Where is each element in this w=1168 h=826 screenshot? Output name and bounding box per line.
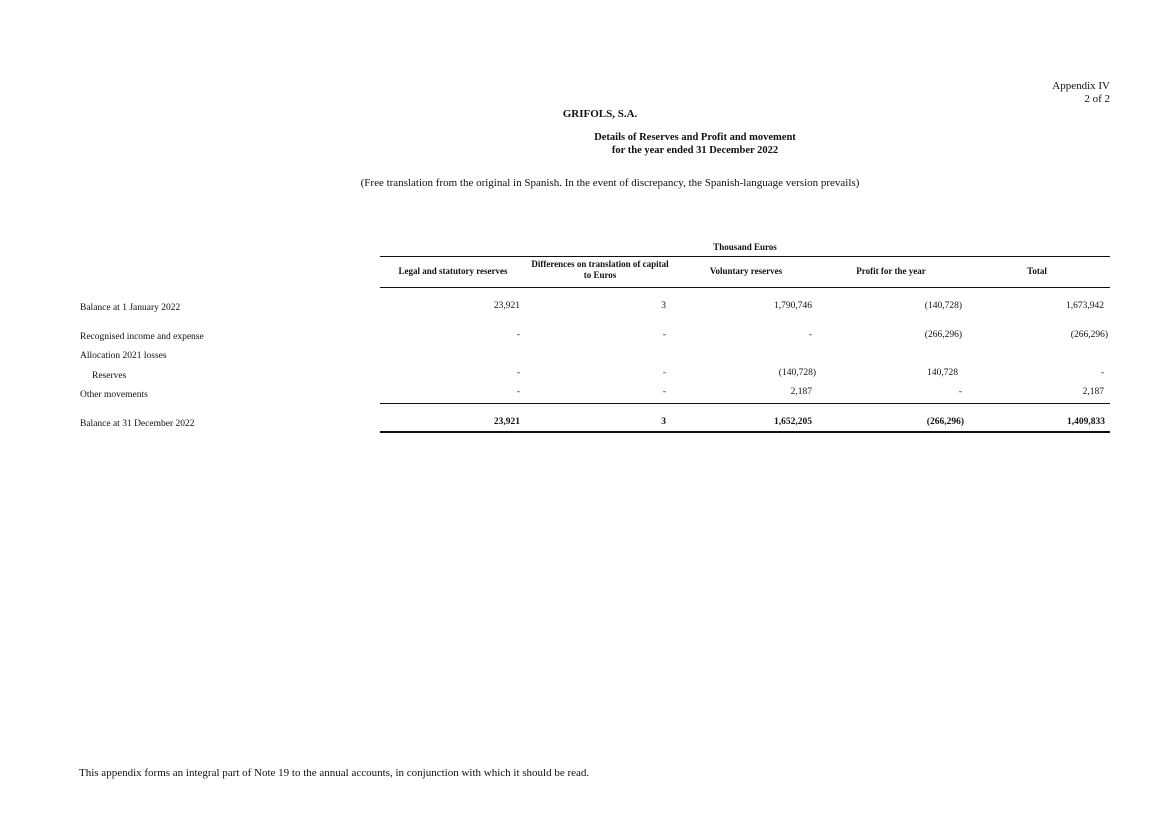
table-cell: - bbox=[662, 387, 666, 397]
row-label-other-movements: Other movements bbox=[80, 390, 148, 400]
report-title-line1: Details of Reserves and Profit and movement bbox=[594, 132, 796, 143]
report-title-line2: for the year ended 31 December 2022 bbox=[611, 145, 779, 156]
table-cell: - bbox=[1100, 368, 1104, 378]
table-cell: 23,921 bbox=[493, 417, 520, 427]
table-cell: 3 bbox=[661, 417, 666, 427]
table-cell: - bbox=[662, 330, 666, 340]
table-cell: - bbox=[662, 368, 666, 378]
appendix-label: Appendix IV bbox=[1052, 80, 1110, 92]
table-cell: 1,409,833 bbox=[1067, 417, 1105, 427]
table-cell: 1,790,746 bbox=[774, 301, 812, 311]
table-cell: (266,296) bbox=[926, 417, 964, 427]
table-cell: 23,921 bbox=[493, 301, 520, 311]
table-cell: - bbox=[516, 368, 520, 378]
col-header-legal-reserves: Legal and statutory reserves bbox=[398, 266, 508, 276]
table-bottom-rule bbox=[380, 431, 1110, 433]
table-cell: - bbox=[958, 387, 962, 397]
header-bottom-rule bbox=[380, 287, 1110, 288]
table-cell: 2,187 bbox=[790, 387, 812, 397]
col-header-total: Total bbox=[1027, 266, 1047, 276]
table-cell: 3 bbox=[661, 301, 666, 311]
table-cell: (266,296) bbox=[924, 330, 962, 340]
table-cell: 140,728 bbox=[927, 368, 958, 378]
col-header-translation-differences: Differences on translation of capital to Euros bbox=[531, 259, 669, 280]
company-name: GRIFOLS, S.A. bbox=[562, 108, 638, 120]
table-cell: (140,728) bbox=[778, 368, 816, 378]
row-label-reserves: Reserves bbox=[92, 371, 127, 381]
col-header-voluntary-reserves: Voluntary reserves bbox=[709, 266, 783, 276]
row-label-closing-balance: Balance at 31 December 2022 bbox=[80, 419, 195, 429]
table-cell: 1,652,205 bbox=[774, 417, 812, 427]
row-label-allocation-losses: Allocation 2021 losses bbox=[80, 351, 167, 361]
table-top-rule bbox=[380, 256, 1110, 257]
page-number: 2 of 2 bbox=[1084, 93, 1110, 105]
units-label: Thousand Euros bbox=[713, 242, 777, 252]
row-label-opening-balance: Balance at 1 January 2022 bbox=[80, 303, 181, 313]
table-cell: (140,728) bbox=[924, 301, 962, 311]
table-cell: 1,673,942 bbox=[1066, 301, 1104, 311]
subtotal-rule bbox=[380, 403, 1110, 404]
table-cell: - bbox=[808, 330, 812, 340]
footer-note: This appendix forms an integral part of Note 19 to the annual accounts, in conjunction with which it should be read. bbox=[79, 767, 590, 779]
table-cell: - bbox=[516, 387, 520, 397]
col-header-profit-for-year: Profit for the year bbox=[856, 266, 926, 276]
row-label-recognised-income: Recognised income and expense bbox=[80, 332, 204, 342]
table-cell: - bbox=[516, 330, 520, 340]
table-cell: (266,296) bbox=[1070, 330, 1108, 340]
table-cell: 2,187 bbox=[1082, 387, 1104, 397]
translation-note: (Free translation from the original in Spanish. In the event of discrepancy, the Spanish-language version prevails) bbox=[360, 177, 860, 189]
